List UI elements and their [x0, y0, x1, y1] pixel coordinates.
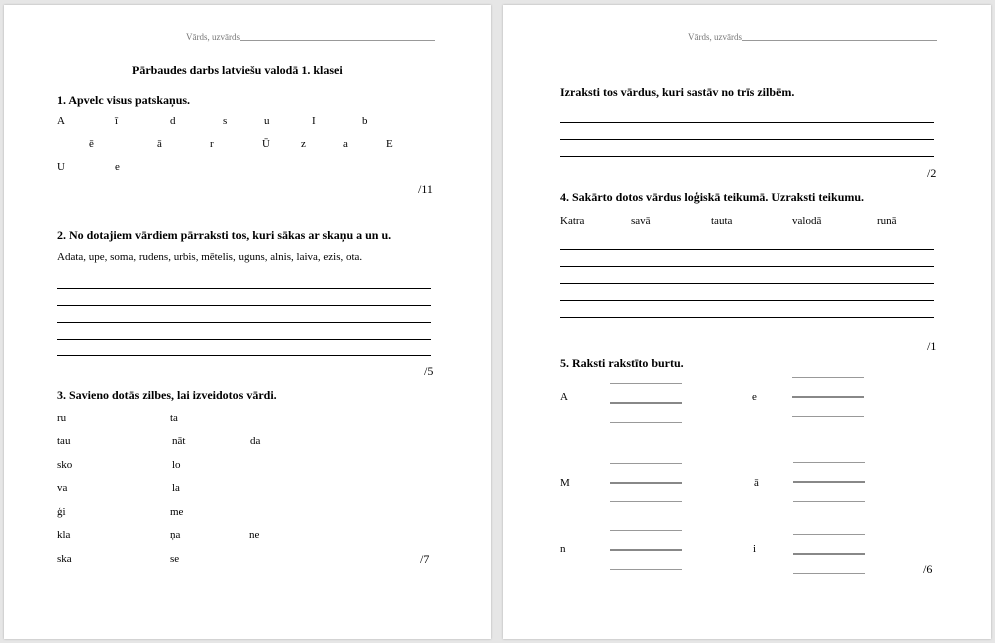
name-line — [240, 40, 435, 41]
letter: r — [210, 138, 214, 150]
letter: z — [301, 138, 306, 150]
answer-line[interactable] — [560, 266, 934, 267]
q1-heading: 1. Apvelc visus patskaņus. — [57, 93, 191, 107]
writing-line[interactable] — [610, 501, 682, 502]
writing-line[interactable] — [610, 482, 682, 484]
answer-line[interactable] — [560, 122, 934, 123]
q2-score: /5 — [424, 364, 434, 378]
syllable: kla — [57, 529, 71, 541]
answer-line[interactable] — [560, 317, 934, 318]
name-line — [742, 40, 937, 41]
syllable: ņa — [170, 529, 181, 541]
page-title: Pārbaudes darbs latviešu valodā 1. klasei — [132, 63, 343, 77]
syllable: da — [250, 435, 261, 447]
syllable: va — [57, 482, 68, 494]
q2-heading: 2. No dotajiem vārdiem pārraksti tos, kuri sākas ar skaņu a un u. — [57, 228, 392, 242]
writing-line[interactable] — [792, 396, 864, 398]
syllable: lo — [172, 459, 181, 471]
letter: ā — [157, 138, 162, 150]
letter: ī — [115, 115, 119, 127]
q3b-score: /2 — [927, 166, 937, 180]
q5-heading: 5. Raksti rakstīto burtu. — [560, 356, 684, 370]
letter: E — [386, 138, 393, 150]
writing-line[interactable] — [792, 416, 864, 417]
syllable: nāt — [172, 435, 186, 447]
letter: d — [170, 115, 176, 127]
answer-line[interactable] — [57, 288, 431, 289]
letter-sample: n — [560, 543, 566, 555]
q4-heading: 4. Sakārto dotos vārdus loģiskā teikumā. Uzraksti teikumu. — [560, 190, 865, 204]
writing-line[interactable] — [793, 573, 865, 574]
syllable: la — [172, 482, 180, 494]
letter: A — [57, 115, 65, 127]
writing-line[interactable] — [793, 553, 865, 555]
letter: u — [264, 115, 270, 127]
sentence-word: Katra — [560, 215, 585, 227]
syllable: tau — [57, 435, 71, 447]
writing-line[interactable] — [792, 377, 864, 378]
writing-line[interactable] — [793, 481, 865, 483]
q5-score: /6 — [923, 562, 933, 576]
letter-sample: i — [753, 543, 757, 555]
q4-score: /1 — [927, 339, 937, 353]
worksheet-page-1 — [4, 5, 491, 639]
writing-line[interactable] — [793, 501, 865, 502]
letter: a — [343, 138, 348, 150]
answer-line[interactable] — [560, 249, 934, 250]
letter-sample: M — [560, 477, 570, 489]
name-label: Vārds, uzvārds — [688, 32, 742, 42]
sentence-word: runā — [877, 215, 897, 227]
writing-line[interactable] — [610, 422, 682, 423]
syllable: ta — [170, 412, 178, 424]
sentence-word: tauta — [711, 215, 733, 227]
answer-line[interactable] — [560, 139, 934, 140]
letter: ē — [89, 138, 94, 150]
letter-sample: A — [560, 391, 568, 403]
letter-sample: ā — [754, 477, 759, 489]
answer-line[interactable] — [57, 355, 431, 356]
q3b-heading: Izraksti tos vārdus, kuri sastāv no trīs zilbēm. — [560, 85, 795, 99]
answer-line[interactable] — [57, 339, 431, 340]
letter: Ū — [262, 138, 270, 150]
sentence-word: valodā — [792, 215, 822, 227]
syllable: sko — [57, 459, 73, 471]
sentence-word: savā — [631, 215, 651, 227]
letter: I — [312, 115, 316, 127]
q3-score: /7 — [420, 552, 430, 566]
writing-line[interactable] — [610, 549, 682, 551]
writing-line[interactable] — [793, 534, 865, 535]
letter-sample: e — [752, 391, 757, 403]
letter: e — [115, 161, 120, 173]
syllable: me — [170, 506, 184, 518]
syllable: ska — [57, 553, 72, 565]
worksheet-page-2 — [503, 5, 991, 639]
writing-line[interactable] — [610, 402, 682, 404]
letter: b — [362, 115, 368, 127]
writing-line[interactable] — [610, 383, 682, 384]
name-label: Vārds, uzvārds — [186, 32, 240, 42]
syllable: ne — [249, 529, 260, 541]
letter: s — [223, 115, 228, 127]
q1-score: /11 — [418, 182, 433, 196]
syllable: ģi — [57, 506, 66, 518]
answer-line[interactable] — [560, 300, 934, 301]
syllable: se — [170, 553, 180, 565]
answer-line[interactable] — [57, 305, 431, 306]
writing-line[interactable] — [610, 463, 682, 464]
writing-line[interactable] — [610, 530, 682, 531]
answer-line[interactable] — [560, 156, 934, 157]
q2-word-list: Adata, upe, soma, rudens, urbis, mētelis, uguns, alnis, laiva, ezis, ota. — [57, 251, 363, 263]
answer-line[interactable] — [560, 283, 934, 284]
writing-line[interactable] — [610, 569, 682, 570]
q3-heading: 3. Savieno dotās zilbes, lai izveidotos vārdi. — [57, 388, 277, 402]
writing-line[interactable] — [793, 462, 865, 463]
answer-line[interactable] — [57, 322, 431, 323]
letter: U — [57, 161, 65, 173]
syllable: ru — [57, 412, 67, 424]
